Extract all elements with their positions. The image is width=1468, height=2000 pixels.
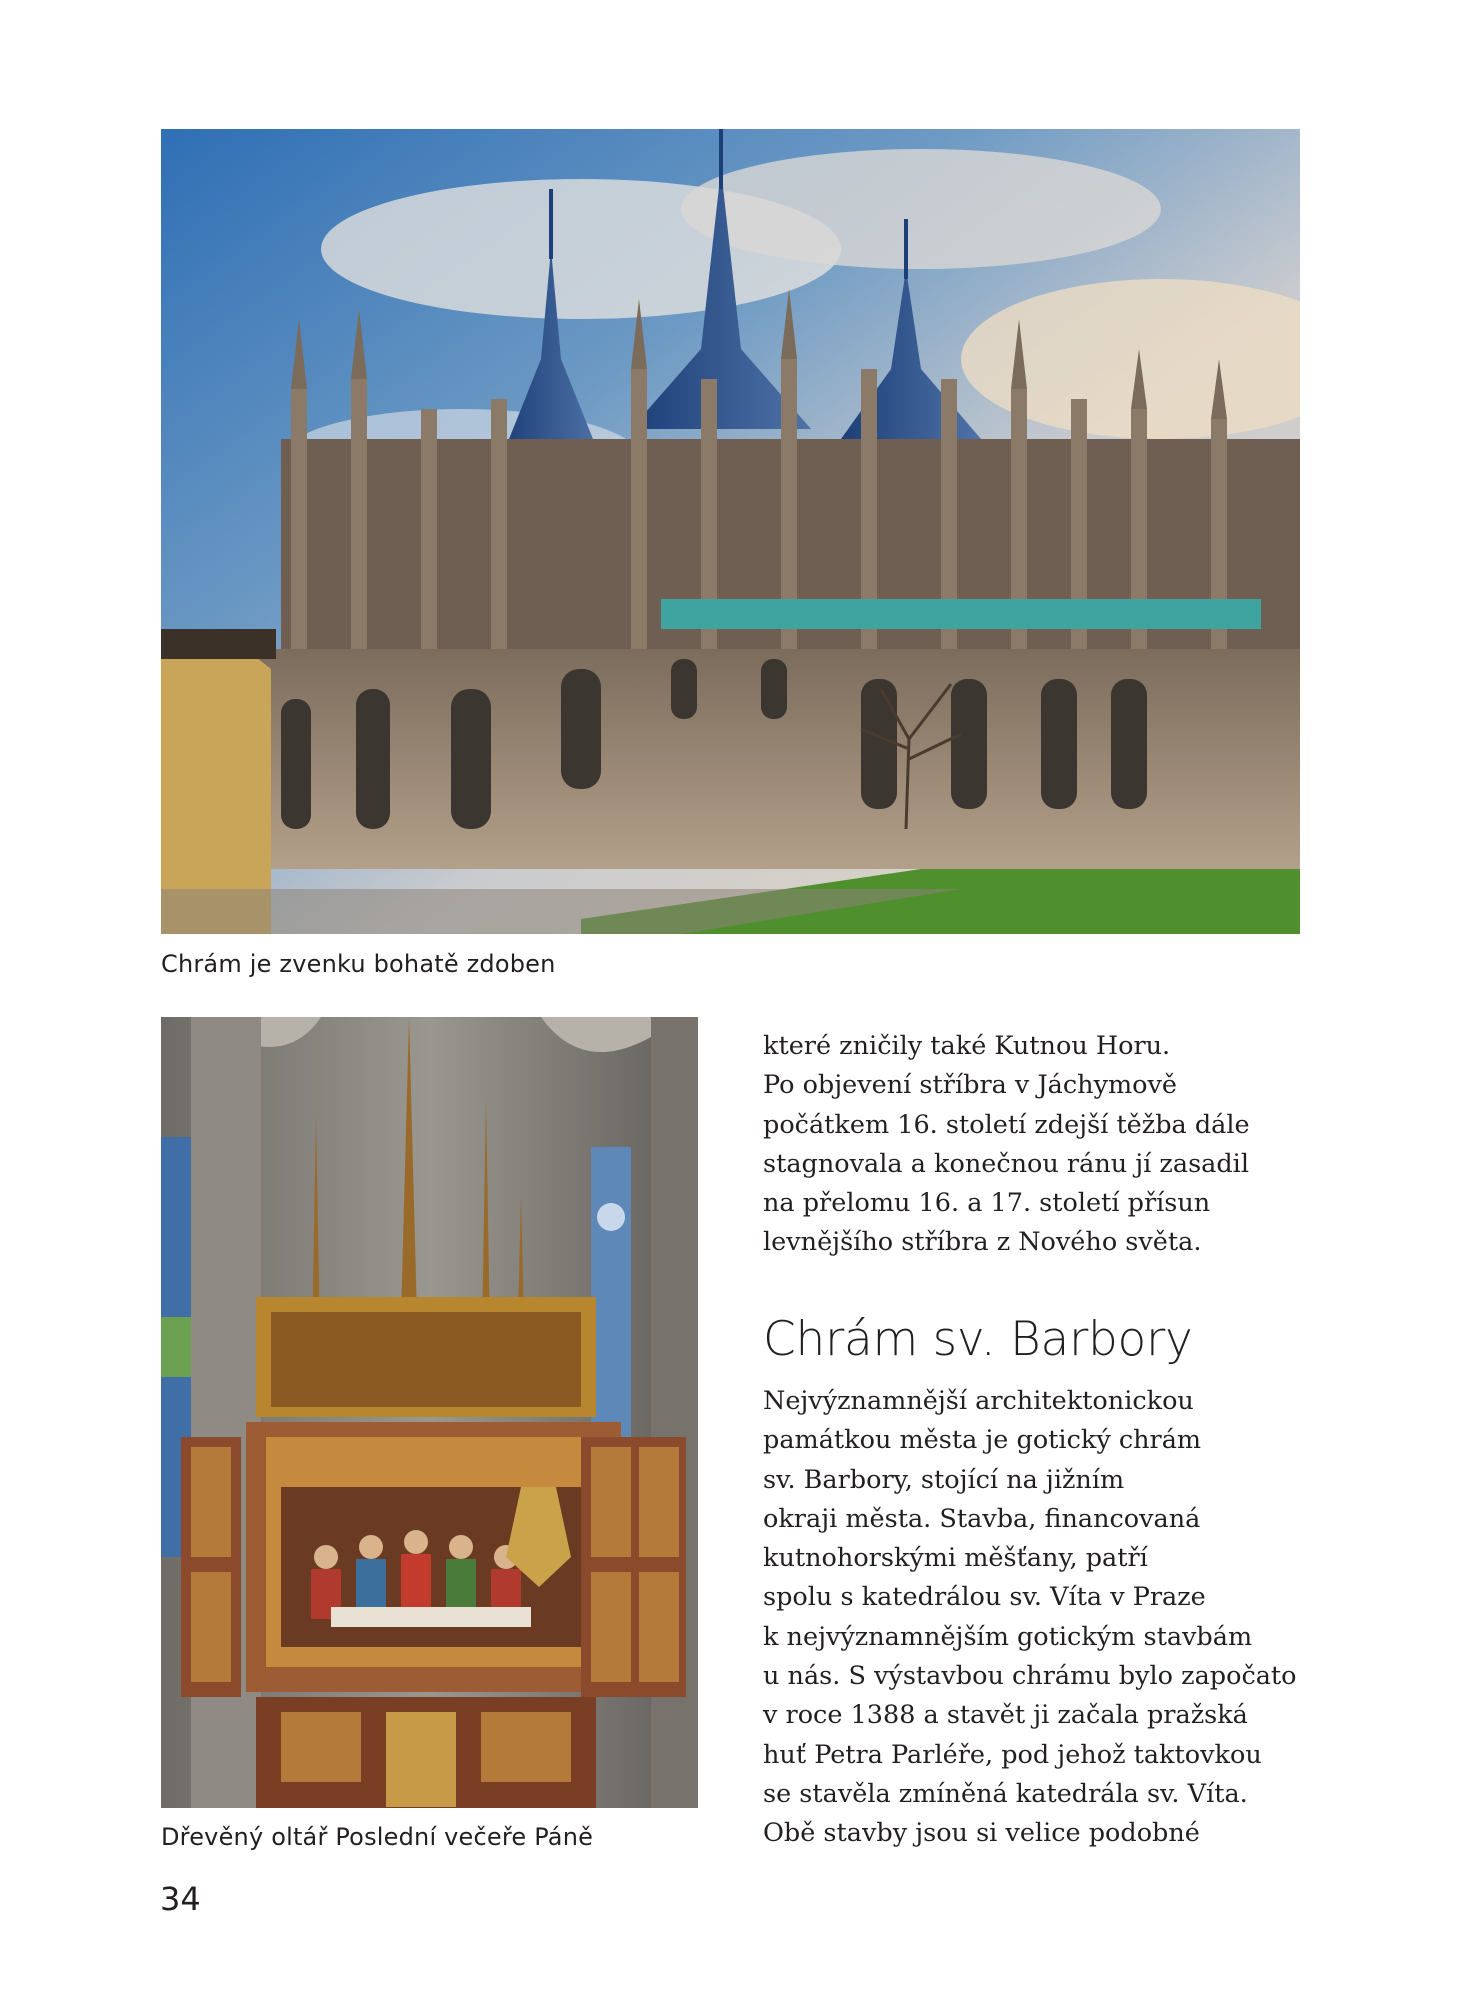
- page-number: 34: [160, 1880, 201, 1918]
- text-line: památkou města je gotický chrám: [763, 1425, 1202, 1456]
- wooden-altar-photo: [161, 1017, 698, 1808]
- text-line: v roce 1388 a stavět ji začala pražská: [763, 1700, 1248, 1731]
- text-line: Nejvýznamnější architektonickou: [763, 1386, 1194, 1416]
- text-line: k nejvýznamnějším gotickým stavbám: [763, 1621, 1253, 1652]
- text-line: počátkem 16. století zdejší těžba dále: [763, 1109, 1250, 1140]
- text-line: u nás. S výstavbou chrámu bylo započato: [763, 1661, 1297, 1692]
- text-line: huť Petra Parléře, pod jehož taktovkou: [763, 1739, 1262, 1770]
- text-line: se stavěla zmíněná katedrála sv. Víta.: [763, 1778, 1248, 1809]
- text-line: kutnohorskými měšťany, patří: [763, 1543, 1148, 1574]
- text-line: spolu s katedrálou sv. Víta v Praze: [763, 1582, 1206, 1613]
- text-line: stagnovala a konečnou ránu jí zasadil: [763, 1148, 1249, 1179]
- paragraph-history: [763, 1027, 1323, 1263]
- text-line: které zničily také Kutnou Horu.: [763, 1031, 1171, 1061]
- text-line: na přelomu 16. a 17. století přísun: [763, 1188, 1211, 1219]
- paragraph-st-barbara: [763, 1382, 1323, 1854]
- text-line: Po objevení stříbra v Jáchymově: [763, 1070, 1178, 1101]
- text-line: okraji města. Stavba, financovaná: [763, 1503, 1201, 1534]
- text-line: levnějšího stříbra z Nového světa.: [763, 1227, 1202, 1258]
- photo-caption-altar: Dřevěný oltář Poslední večeře Páně: [161, 1823, 594, 1851]
- cathedral-exterior-photo: [161, 129, 1300, 934]
- text-line: sv. Barbory, stojící na jižním: [763, 1464, 1125, 1495]
- text-line: Obě stavby jsou si velice podobné: [763, 1818, 1200, 1849]
- section-heading: Chrám sv. Barbory: [763, 1312, 1193, 1367]
- photo-caption-exterior: Chrám je zvenku bohatě zdoben: [161, 950, 556, 978]
